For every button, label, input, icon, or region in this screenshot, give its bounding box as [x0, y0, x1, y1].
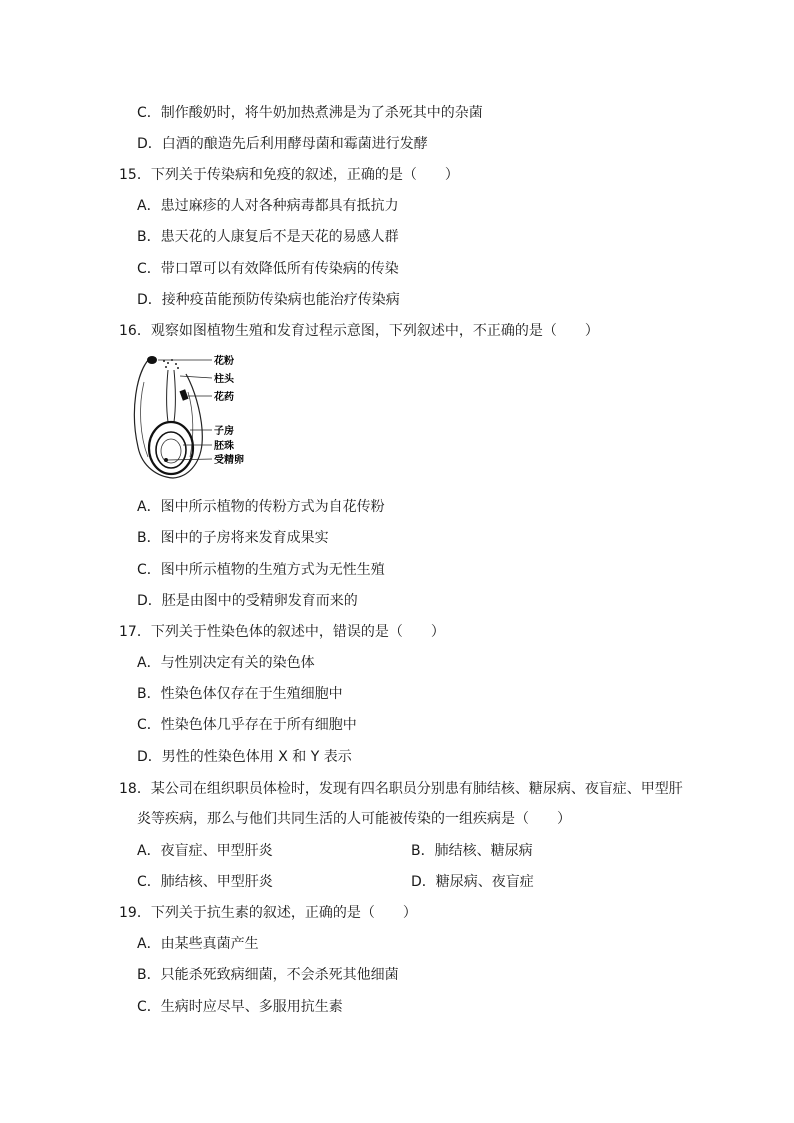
label-zygote: 受精卵: [214, 455, 244, 466]
q15-option-b: B．患天花的人康复后不是天花的易感人群: [137, 229, 399, 245]
label-ovary: 子房: [214, 426, 234, 437]
q14-option-c: C．制作酸奶时，将牛奶加热煮沸是为了杀死其中的杂菌: [137, 105, 483, 121]
ovule-inner: [161, 439, 181, 463]
label-stigma: 柱头: [214, 374, 234, 385]
q15-stem: 15．下列关于传染病和免疫的叙述，正确的是（ ）: [119, 167, 459, 183]
q18-option-c: C．肺结核、甲型肝炎: [137, 874, 273, 890]
pollen-grain: [147, 356, 157, 364]
q16-option-c: C．图中所示植物的生殖方式为无性生殖: [137, 562, 385, 578]
q19-option-b: B．只能杀死致病细菌，不会杀死其他细菌: [137, 967, 399, 983]
q17-stem: 17．下列关于性染色体的叙述中，错误的是（ ）: [119, 624, 445, 640]
q17-option-d: D．男性的性染色体用 X 和 Y 表示: [137, 749, 352, 765]
label-anther: 花药: [214, 392, 234, 403]
q17-option-c: C．性染色体几乎存在于所有细胞中: [137, 717, 357, 733]
q15-option-a: A．患过麻疹的人对各种病毒都具有抵抗力: [137, 198, 399, 214]
q17-option-a: A．与性别决定有关的染色体: [137, 655, 315, 671]
q18-option-b: B．肺结核、糖尿病: [411, 843, 533, 859]
label-pollen: 花粉: [214, 356, 234, 367]
q18-stem-line2: 炎等疾病，那么与他们共同生活的人可能被传染的一组疾病是（ ）: [137, 811, 571, 827]
q18-option-a: A．夜盲症、甲型肝炎: [137, 843, 273, 859]
zygote: [164, 458, 168, 462]
q16-option-b: B．图中的子房将来发育成果实: [137, 530, 329, 546]
anther: [179, 389, 188, 400]
q18-stem-line1: 18．某公司在组织职员体检时，发现有四名职员分别患有肺结核、糖尿病、夜盲症、甲型肝: [119, 781, 683, 797]
q16-stem: 16．观察如图植物生殖和发育过程示意图，下列叙述中，不正确的是（ ）: [119, 323, 599, 339]
flower-diagram: [128, 352, 258, 482]
flower-diagram-svg: [128, 352, 258, 482]
q15-option-d: D．接种疫苗能预防传染病也能治疗传染病: [137, 292, 400, 308]
q14-option-d: D．白酒的酿造先后利用酵母菌和霉菌进行发酵: [137, 136, 428, 152]
petal-line-left: [141, 382, 148, 457]
q19-option-c: C．生病时应尽早、多服用抗生素: [137, 999, 343, 1015]
q16-option-d: D．胚是由图中的受精卵发育而来的: [137, 593, 358, 609]
style-line: [167, 370, 169, 422]
q19-stem: 19．下列关于抗生素的叙述，正确的是（ ）: [119, 905, 417, 921]
style-line-2: [174, 370, 176, 422]
q18-option-d: D．糖尿病、夜盲症: [411, 874, 534, 890]
q19-option-a: A．由某些真菌产生: [137, 936, 259, 952]
label-ovule: 胚珠: [214, 441, 234, 452]
q17-option-b: B．性染色体仅存在于生殖细胞中: [137, 686, 343, 702]
q15-option-c: C．带口罩可以有效降低所有传染病的传染: [137, 261, 399, 277]
q16-option-a: A．图中所示植物的传粉方式为自花传粉: [137, 499, 385, 515]
